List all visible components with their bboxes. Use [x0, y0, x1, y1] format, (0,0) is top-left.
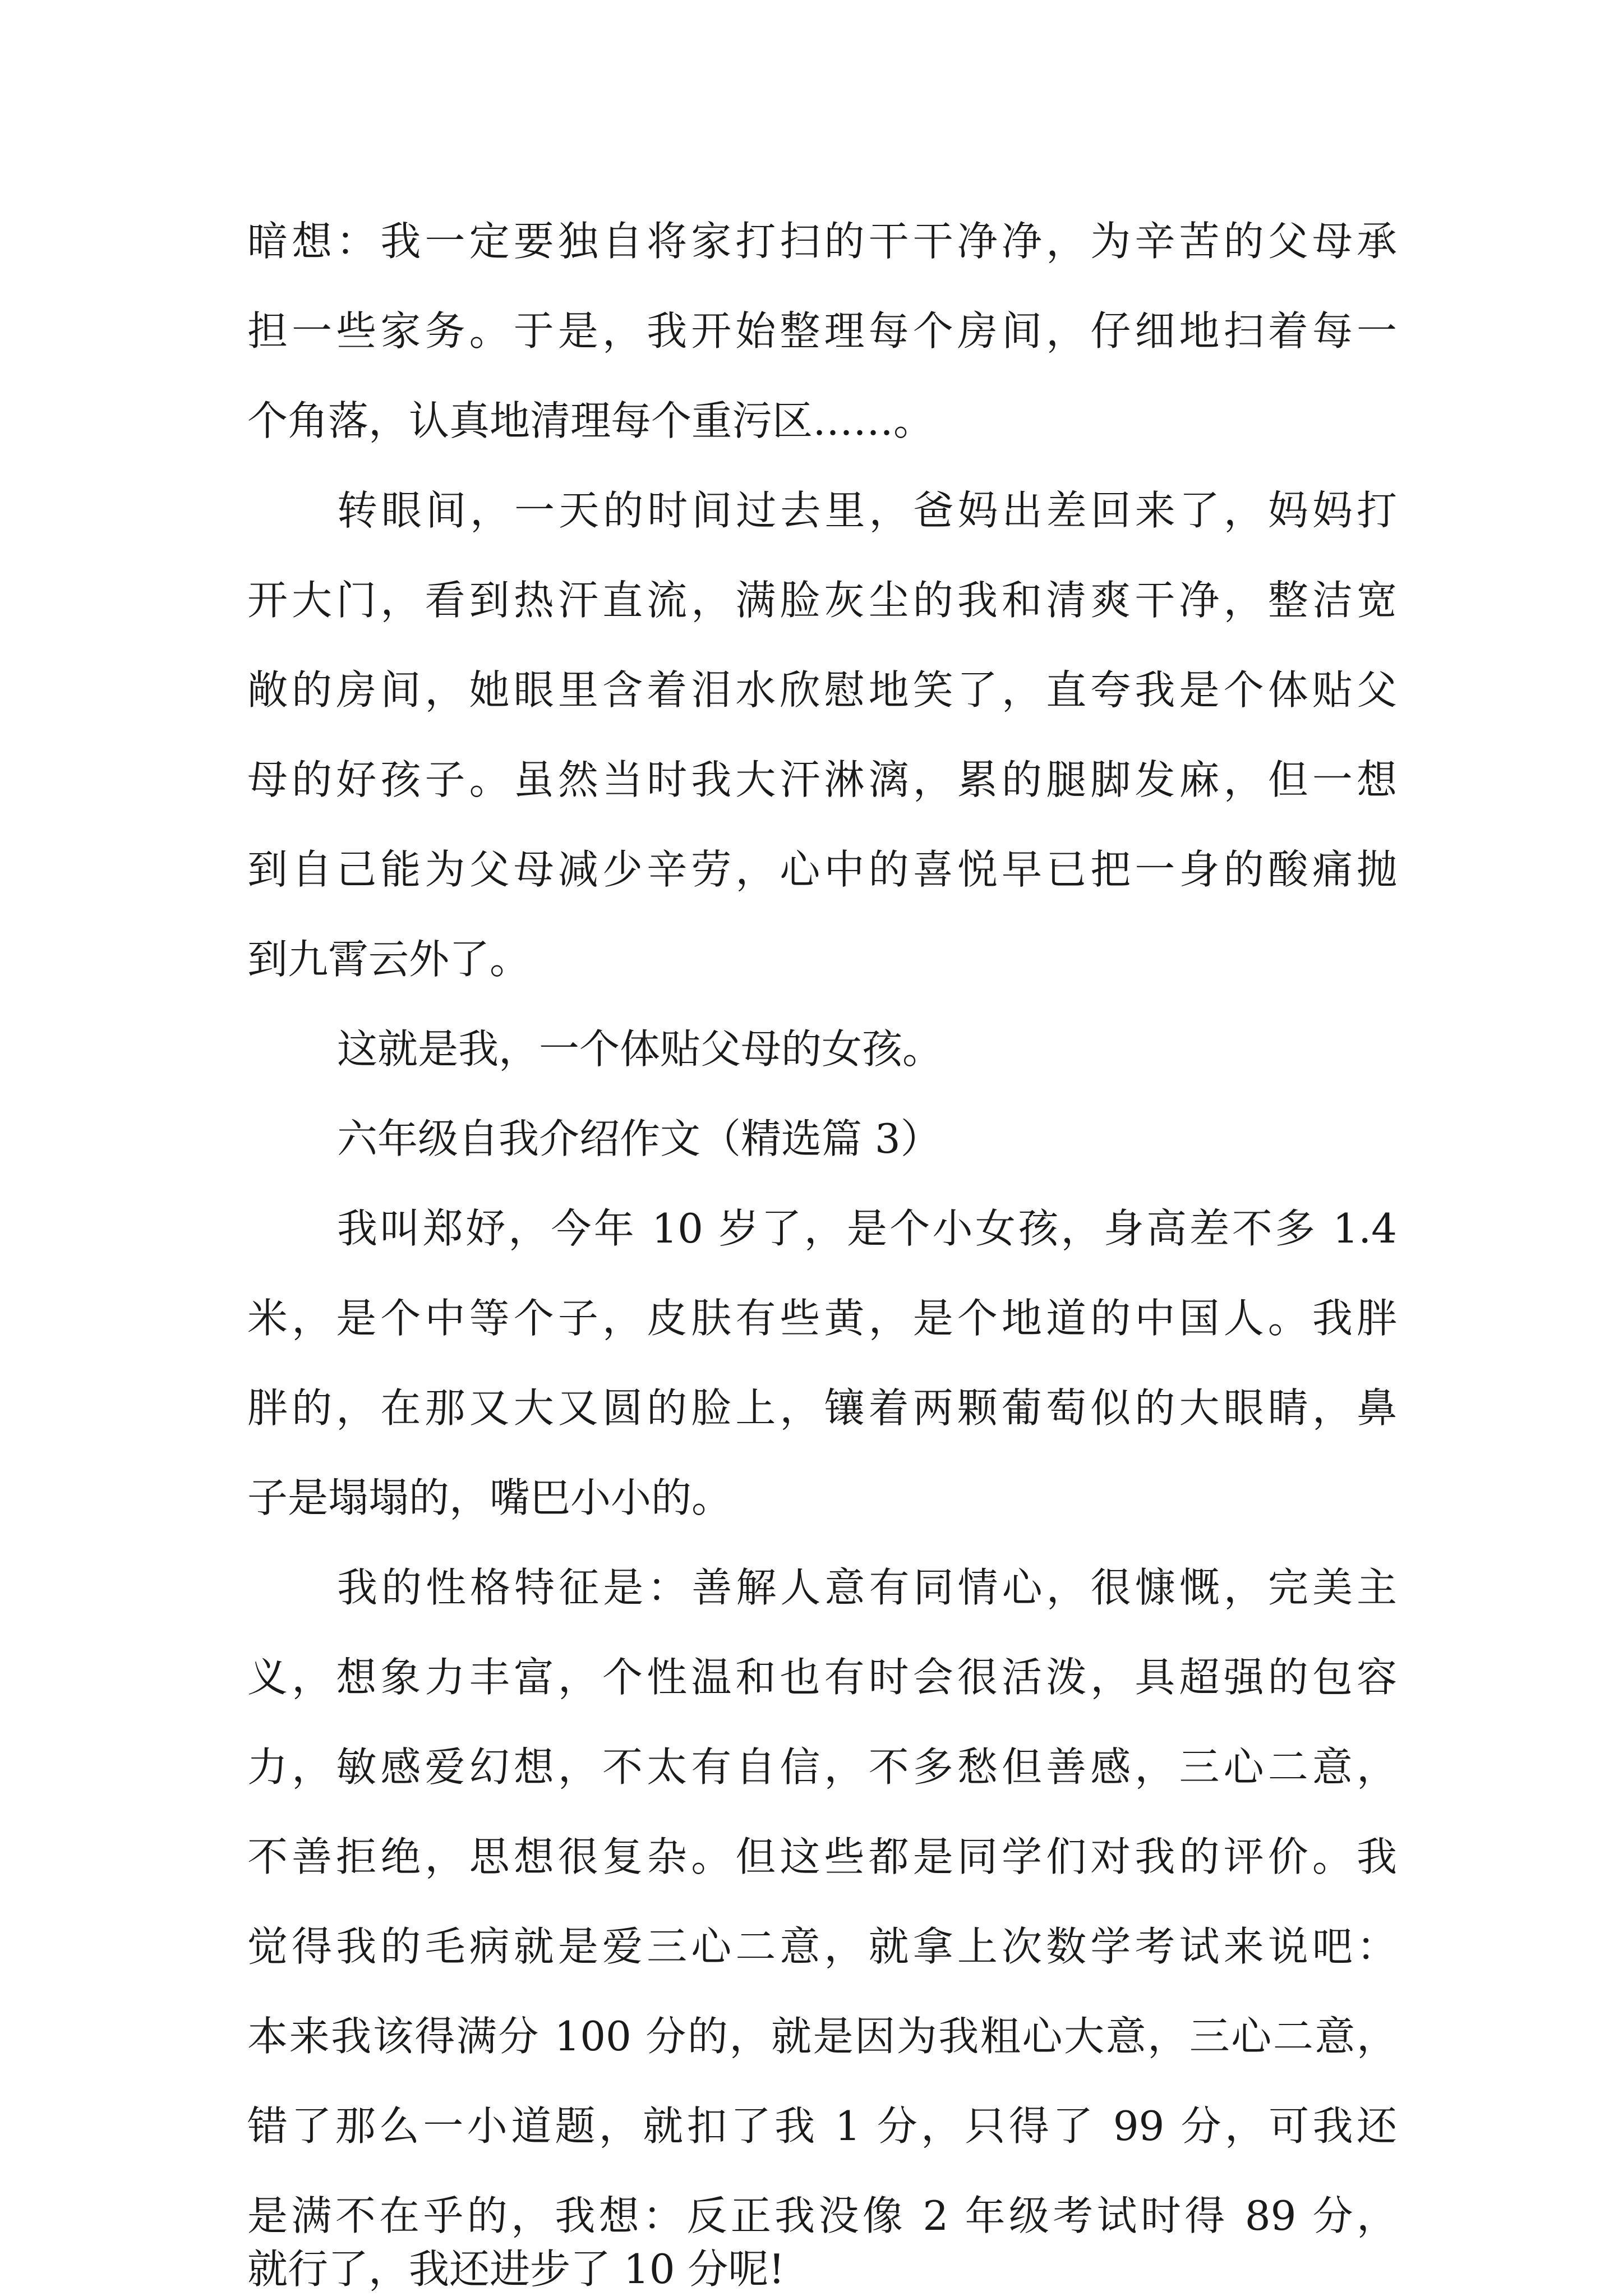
text-line: 本来我该得满分 100 分的，就是因为我粗心大意，三心二意， [247, 2013, 1397, 2060]
section-heading: 六年级自我介绍作文（精选篇 3） [337, 1115, 941, 1162]
text-line: 错了那么一小道题，就扣了我 1 分，只得了 99 分，可我还 [247, 2102, 1397, 2150]
text-line: 到九霄云外了。 [247, 936, 531, 983]
text-line: 胖的，在那又大又圆的脸上，镶着两颗葡萄似的大眼睛，鼻 [247, 1384, 1397, 1432]
text-line: 力，敏感爱幻想，不太有自信，不多愁但善感，三心二意， [247, 1743, 1397, 1791]
text-line: 到自己能为父母减少辛劳，心中的喜悦早已把一身的酸痛抛 [247, 846, 1397, 893]
text-line: 是满不在乎的，我想：反正我没像 2 年级考试时得 89 分， [247, 2192, 1397, 2239]
paragraph-first-line: 这就是我，一个体贴父母的女孩。 [337, 1025, 943, 1073]
text-line: 母的好孩子。虽然当时我大汗淋漓，累的腿脚发麻，但一想 [247, 756, 1397, 803]
paragraph-first-line: 我叫郑妤，今年 10 岁了，是个小女孩，身高差不多 1.4 [337, 1205, 1397, 1252]
text-line: 开大门，看到热汗直流，满脸灰尘的我和清爽干净，整洁宽 [247, 577, 1397, 624]
paragraph-first-line: 我的性格特征是：善解人意有同情心，很慷慨，完美主 [337, 1564, 1397, 1611]
text-line: 暗想：我一定要独自将家打扫的干干净净，为辛苦的父母承 [247, 218, 1397, 265]
paragraph-first-line: 转眼间，一天的时间过去里，爸妈出差回来了，妈妈打 [337, 487, 1397, 534]
text-line: 义，想象力丰富，个性温和也有时会很活泼，具超强的包容 [247, 1654, 1397, 1701]
text-line: 觉得我的毛病就是爱三心二意，就拿上次数学考试来说吧： [247, 1923, 1397, 1970]
text-line: 担一些家务。于是，我开始整理每个房间，仔细地扫着每一 [247, 307, 1397, 355]
text-line: 敞的房间，她眼里含着泪水欣慰地笑了，直夸我是个体贴父 [247, 666, 1397, 714]
text-line: 子是塌塌的，嘴巴小小的。 [247, 1474, 732, 1521]
text-line: 个角落，认真地清理每个重污区……。 [247, 397, 934, 444]
text-line: 米，是个中等个子，皮肤有些黄，是个地道的中国人。我胖 [247, 1295, 1397, 1342]
text-line: 不善拒绝，思想很复杂。但这些都是同学们对我的评价。我 [247, 1833, 1397, 1880]
text-line: 就行了，我还进步了 10 分呢! [247, 2246, 785, 2293]
